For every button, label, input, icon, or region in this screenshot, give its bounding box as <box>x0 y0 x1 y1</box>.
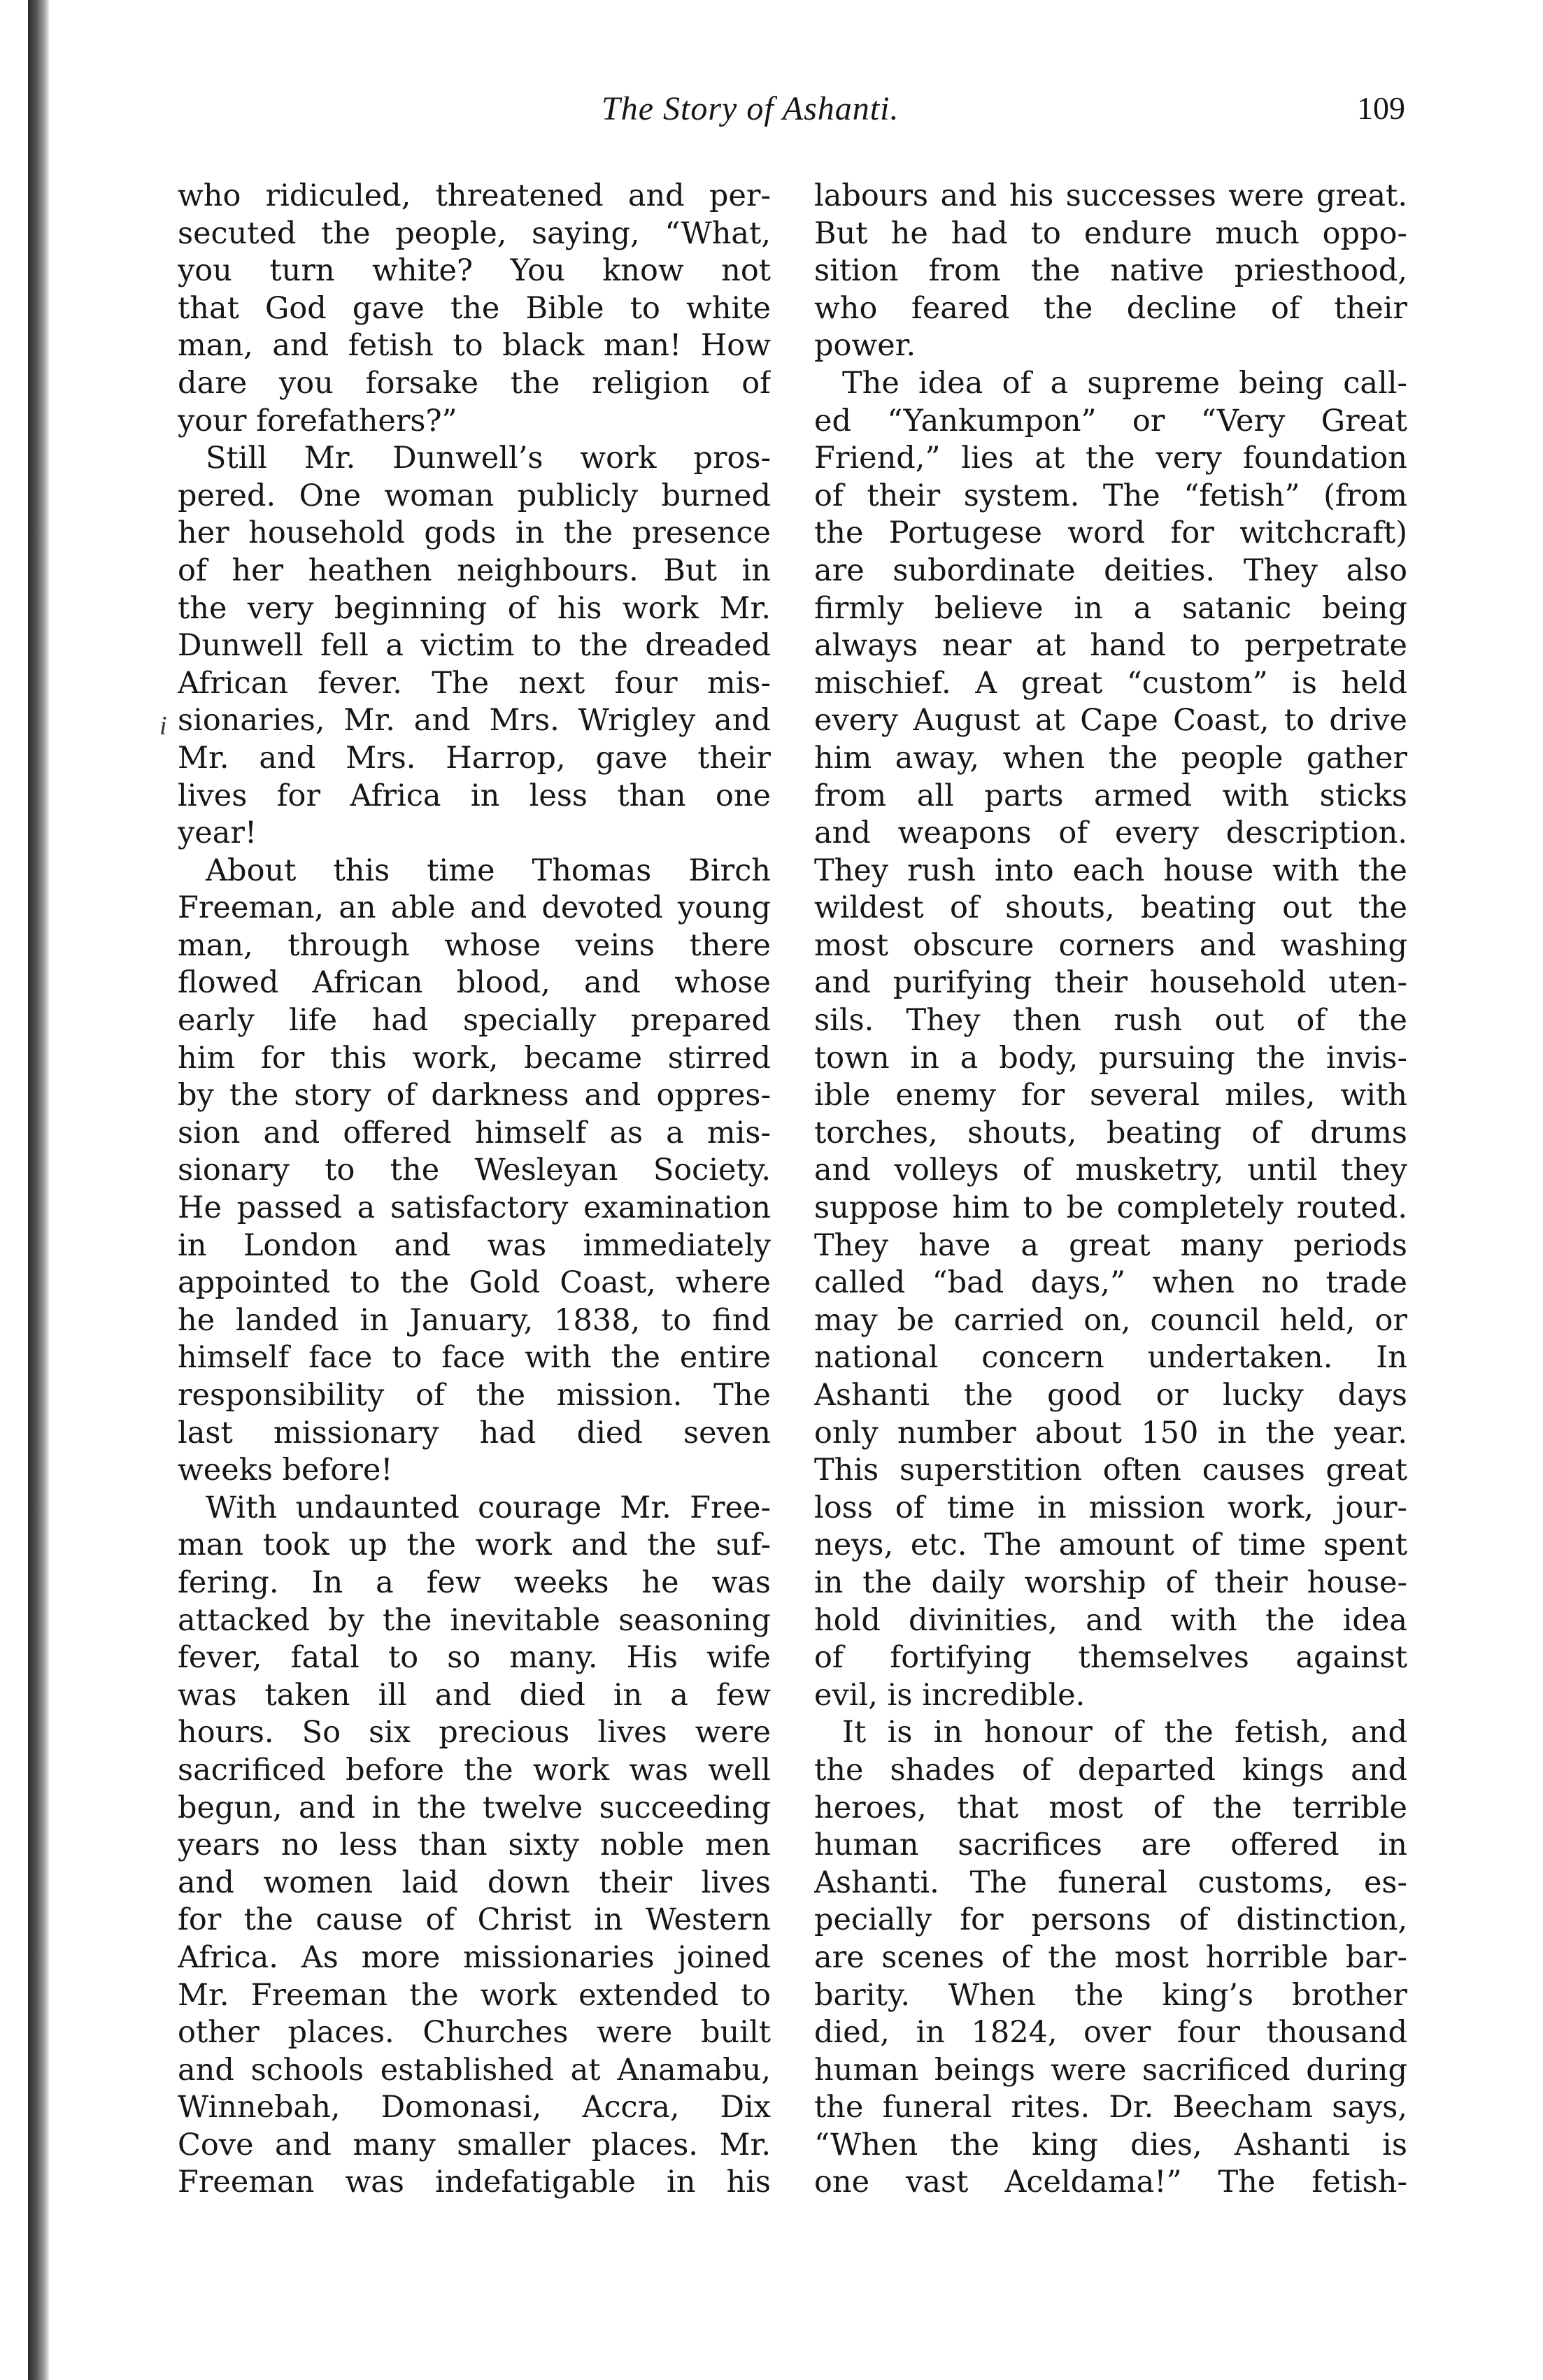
text-line: he landed in January, 1838, to find <box>178 1302 771 1338</box>
text-line: Cove and many smaller places. Mr. <box>178 2127 771 2162</box>
text-line: year! <box>178 815 257 851</box>
text-line: fever, fatal to so many. His wife <box>178 1640 771 1676</box>
text-line: He passed a satisfactory examination <box>178 1190 771 1226</box>
text-line: hours. So six precious lives were <box>178 1715 771 1751</box>
text-line: torches, shouts, beating of drums <box>814 1115 1407 1150</box>
text-line: and women laid down their lives <box>178 1865 771 1900</box>
text-line: They rush into each house with the <box>814 853 1407 888</box>
text-line: firmly believe in a satanic being <box>814 590 1407 626</box>
text-line: Freeman was indefatigable in his <box>178 2165 771 2200</box>
text-line: pered. One woman publicly burned <box>178 478 771 513</box>
text-line: human sacrifices are offered in <box>814 1827 1407 1863</box>
text-line: most obscure corners and washing <box>814 927 1407 963</box>
text-line: human beings were sacrificed during <box>814 2052 1407 2088</box>
text-line: always near at hand to perpetrate <box>814 628 1407 664</box>
text-line: sionaries, Mr. and Mrs. Wrigley and <box>178 703 771 739</box>
left-text-column <box>178 178 771 2202</box>
text-line: sils. They then rush out of the <box>814 1003 1407 1039</box>
text-line: “When the king dies, Ashanti is <box>814 2127 1407 2162</box>
text-line: Africa. As more missionaries joined <box>178 1939 771 1975</box>
text-line: Ashanti. The funeral customs, es- <box>814 1865 1407 1900</box>
margin-mark: i <box>159 711 167 741</box>
text-line: and purifying their household uten- <box>814 965 1407 1001</box>
text-line: man, and fetish to black man! How <box>178 328 771 364</box>
text-line: power. <box>814 328 916 364</box>
text-line: Freeman, an able and devoted young <box>178 890 771 926</box>
text-line: the shades of departed kings and <box>814 1752 1407 1788</box>
page-number: 109 <box>1357 90 1405 126</box>
text-line: sition from the native priesthood, <box>814 253 1407 289</box>
text-line: African fever. The next four mis- <box>178 665 771 701</box>
text-line: him away, when the people gather <box>814 740 1407 776</box>
text-line: was taken ill and died in a few <box>178 1677 771 1713</box>
text-line: mischief. A great “custom” is held <box>814 665 1407 701</box>
right-text-column <box>814 178 1407 2202</box>
text-line: the funeral rites. Dr. Beecham says, <box>814 2090 1407 2125</box>
text-line: With undaunted courage Mr. Free- <box>206 1490 771 1525</box>
text-line: himself face to face with the entire <box>178 1340 771 1376</box>
text-line: of their system. The “fetish” (from <box>814 478 1407 513</box>
text-line: Mr. and Mrs. Harrop, gave their <box>178 740 771 776</box>
text-line: called “bad days,” when no trade <box>814 1265 1407 1301</box>
text-line: and weapons of every description. <box>814 815 1407 851</box>
text-line: wildest of shouts, beating out the <box>814 890 1407 926</box>
book-spine-shadow <box>28 0 49 2380</box>
text-line: every August at Cape Coast, to drive <box>814 703 1407 739</box>
text-line: labours and his successes were great. <box>814 178 1407 213</box>
text-line: the very beginning of his work Mr. <box>178 590 771 626</box>
text-line: Ashanti the good or lucky days <box>814 1378 1407 1413</box>
text-line: flowed African blood, and whose <box>178 965 771 1001</box>
text-line: fering. In a few weeks he was <box>178 1565 771 1600</box>
text-line: her household gods in the presence <box>178 515 771 551</box>
text-line: Friend,” lies at the very foundation <box>814 441 1407 476</box>
text-line: in London and was immediately <box>178 1227 771 1263</box>
text-line: responsibility of the mission. The <box>178 1378 771 1413</box>
text-line: your forefathers?” <box>178 403 457 439</box>
text-line: neys, etc. The amount of time spent <box>814 1527 1407 1563</box>
text-line: ed “Yankumpon” or “Very Great <box>814 403 1407 439</box>
text-line: attacked by the inevitable seasoning <box>178 1602 771 1638</box>
text-line: are subordinate deities. They also <box>814 553 1407 588</box>
text-line: pecially for persons of distinction, <box>814 1902 1407 1938</box>
running-header-title: The Story of Ashanti. <box>602 90 900 127</box>
text-line: are scenes of the most horrible bar- <box>814 1939 1407 1975</box>
text-line: other places. Churches were built <box>178 2015 771 2051</box>
text-line: Still Mr. Dunwell’s work pros- <box>206 441 771 476</box>
text-line: suppose him to be completely routed. <box>814 1190 1407 1226</box>
text-line: who ridiculed, threatened and per- <box>178 178 771 213</box>
text-line: lives for Africa in less than one <box>178 778 771 813</box>
text-line: the Portugese word for witchcraft) <box>814 515 1407 551</box>
text-line: him for this work, became stirred <box>178 1040 771 1076</box>
text-line: heroes, that most of the terrible <box>814 1790 1407 1825</box>
text-line: But he had to endure much oppo- <box>814 215 1407 251</box>
text-line: that God gave the Bible to white <box>178 290 771 326</box>
text-line: you turn white? You know not <box>178 253 771 289</box>
text-line: secuted the people, saying, “What, <box>178 215 771 251</box>
text-line: for the cause of Christ in Western <box>178 1902 771 1938</box>
text-line: They have a great many periods <box>814 1227 1407 1263</box>
text-line: only number about 150 in the year. <box>814 1415 1407 1451</box>
text-line: of fortifying themselves against <box>814 1640 1407 1676</box>
text-line: hold divinities, and with the idea <box>814 1602 1407 1638</box>
text-line: It is in honour of the fetish, and <box>842 1715 1407 1751</box>
text-line: Winnebah, Domonasi, Accra, Dix <box>178 2090 771 2125</box>
text-line: dare you forsake the religion of <box>178 365 771 401</box>
text-line: Mr. Freeman the work extended to <box>178 1977 771 2013</box>
text-line: national concern undertaken. In <box>814 1340 1407 1376</box>
text-line: one vast Aceldama!” The fetish- <box>814 2165 1407 2200</box>
text-line: sion and offered himself as a mis- <box>178 1115 771 1150</box>
text-line: Dunwell fell a victim to the dreaded <box>178 628 771 664</box>
text-line: years no less than sixty noble men <box>178 1827 771 1863</box>
text-line: evil, is incredible. <box>814 1677 1086 1713</box>
text-line: ible enemy for several miles, with <box>814 1078 1407 1113</box>
text-line: may be carried on, council held, or <box>814 1302 1407 1338</box>
text-line: loss of time in mission work, jour- <box>814 1490 1407 1525</box>
text-line: and volleys of musketry, until they <box>814 1153 1407 1188</box>
text-line: sacrificed before the work was well <box>178 1752 771 1788</box>
text-line: early life had specially prepared <box>178 1003 771 1039</box>
text-line: The idea of a supreme being call- <box>842 365 1407 401</box>
text-line: weeks before! <box>178 1453 393 1488</box>
text-line: town in a body, pursuing the invis- <box>814 1040 1407 1076</box>
text-line: from all parts armed with sticks <box>814 778 1407 813</box>
text-line: died, in 1824, over four thousand <box>814 2015 1407 2051</box>
text-line: of her heathen neighbours. But in <box>178 553 771 588</box>
text-line: barity. When the king’s brother <box>814 1977 1407 2013</box>
text-line: who feared the decline of their <box>814 290 1407 326</box>
text-line: in the daily worship of their house- <box>814 1565 1407 1600</box>
text-line: man, through whose veins there <box>178 927 771 963</box>
text-line: appointed to the Gold Coast, where <box>178 1265 771 1301</box>
text-line: last missionary had died seven <box>178 1415 771 1451</box>
text-line: This superstition often causes great <box>814 1453 1407 1488</box>
text-line: man took up the work and the suf- <box>178 1527 771 1563</box>
text-line: About this time Thomas Birch <box>206 853 771 888</box>
text-line: and schools established at Anamabu, <box>178 2052 771 2088</box>
text-line: sionary to the Wesleyan Society. <box>178 1153 771 1188</box>
text-line: begun, and in the twelve succeeding <box>178 1790 771 1825</box>
text-line: by the story of darkness and oppres- <box>178 1078 771 1113</box>
